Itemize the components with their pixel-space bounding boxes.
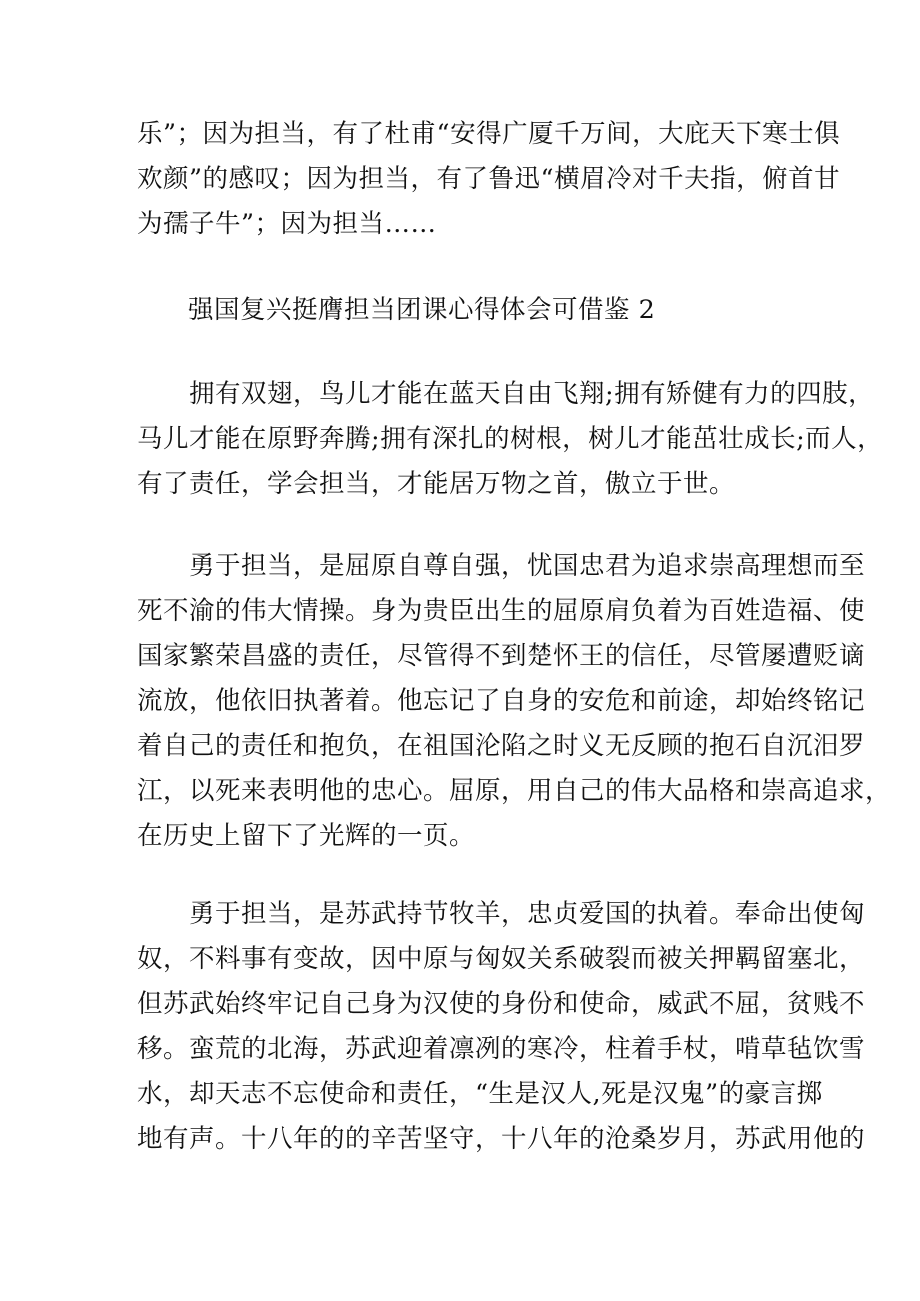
paragraph-line: 有了责任，学会担当，才能居万物之首，傲立于世。 xyxy=(137,469,736,499)
paragraph-line: 但苏武始终牢记自己身为汉使的身份和使命，威武不屈，贫贱不 xyxy=(137,989,866,1019)
paragraph-line: 水，却天志不忘使命和责任，“生是汉人,死是汉鬼”的豪言掷 xyxy=(137,1079,823,1109)
paragraph-line: 为孺子牛”；因为担当…… xyxy=(137,209,437,239)
paragraph-line: 拥有双翅，鸟儿才能在蓝天自由飞翔;拥有矫健有力的四肢， xyxy=(137,379,875,409)
paragraph-line: 国家繁荣昌盛的责任，尽管得不到楚怀王的信任，尽管屡遭贬谪 xyxy=(137,641,866,671)
section-title: 强国复兴挺膺担当团课心得体会可借鉴 2 xyxy=(188,295,656,325)
paragraph-line: 死不渝的伟大情操。身为贵臣出生的屈原肩负着为百姓造福、使 xyxy=(137,596,866,626)
paragraph-3 xyxy=(137,892,866,1162)
paragraph-line: 在历史上留下了光辉的一页。 xyxy=(137,821,476,851)
paragraph-line: 勇于担当，是屈原自尊自强，忧国忠君为追求崇高理想而至 xyxy=(137,551,866,581)
paragraph-line: 地有声。十八年的的辛苦坚守，十八年的沧桑岁月，苏武用他的 xyxy=(137,1124,866,1154)
paragraph-line: 移。蛮荒的北海，苏武迎着凛冽的寒冷，柱着手杖，啃草毡饮雪 xyxy=(137,1034,866,1064)
paragraph-line: 江，以死来表明他的忠心。屈原，用自己的伟大品格和崇高追求， xyxy=(137,776,892,806)
paragraph-0 xyxy=(137,112,841,247)
paragraph-line: 流放，他依旧执著着。他忘记了自身的安危和前途，却始终铭记 xyxy=(137,686,866,716)
paragraph-line: 马儿才能在原野奔腾;拥有深扎的树根，树儿才能茁壮成长;而人， xyxy=(137,424,884,454)
paragraph-line: 奴，不料事有变故，因中原与匈奴关系破裂而被关押羁留塞北， xyxy=(137,944,866,974)
paragraph-line: 着自己的责任和抱负，在祖国沦陷之时义无反顾的抱石自沉汨罗 xyxy=(137,731,866,761)
paragraph-2 xyxy=(137,544,892,859)
paragraph-line: 勇于担当，是苏武持节牧羊，忠贞爱国的执着。奉命出使匈 xyxy=(137,899,866,929)
paragraph-line: 乐”；因为担当，有了杜甫“安得广厦千万间，大庇天下寒士俱 xyxy=(137,119,841,149)
paragraph-1 xyxy=(137,372,884,507)
paragraph-line: 欢颜”的感叹；因为担当，有了鲁迅“横眉冷对千夫指，俯首甘 xyxy=(137,164,841,194)
